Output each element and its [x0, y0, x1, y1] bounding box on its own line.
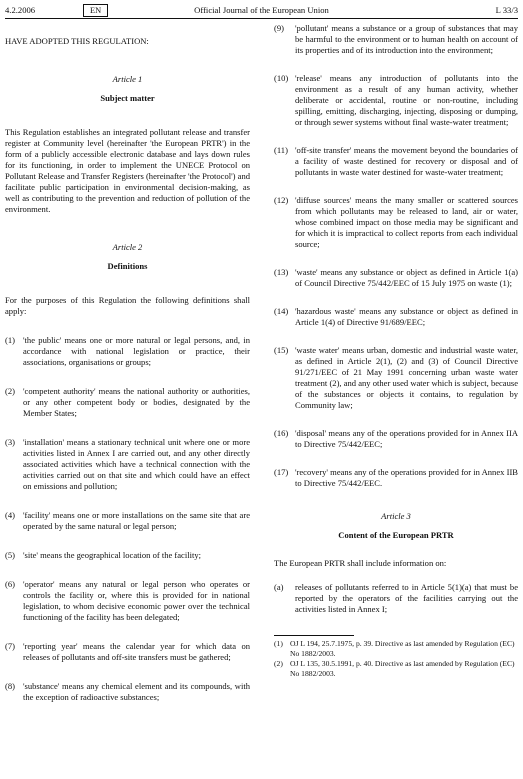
language-badge: EN: [83, 4, 108, 17]
header-rule: [5, 18, 518, 19]
definition-text: 'waste water' means urban, domestic and industrial waste water, as defined in Article 2(1), (2) and (3) of Council Directive 91/271/EEC of 21 May 1991 concerning urban waste water treatment (2), and any other used water which is subject, because of the substances or objects it contains, to regulation by Community law;: [295, 345, 518, 410]
footnote-text: OJ L 135, 30.5.1991, p. 40. Directive as last amended by Regulation (EC) No 1882/2003.: [290, 659, 515, 678]
definition-item: [274, 428, 518, 450]
definition-item: [5, 510, 250, 532]
header-date: 4.2.2006: [5, 5, 36, 15]
definition-item: [274, 145, 518, 178]
definition-text: 'facility' means one or more installations on the same site that are operated by the same natural or legal person;: [23, 510, 250, 531]
definition-item: [5, 437, 250, 492]
definition-text: 'off-site transfer' means the movement beyond the boundaries of a facility of waste destined for recovery or disposal and of pollutants in waste water destined for waste-water treatment;: [295, 145, 518, 177]
definition-text: 'operator' means any natural or legal person who operates or controls the facility or, where this is provided for in national legislation, to whom decisive economic power over the technical functioning of the facility has been delegated;: [23, 579, 250, 622]
article-3-number: Article 3: [381, 511, 411, 521]
page-header: [5, 4, 518, 17]
definition-item: [5, 579, 250, 623]
definition-text: 'pollutant' means a substance or a group of substances that may be harmful to the environment or to human health on account of its properties and of its introduction into the environment;: [295, 23, 518, 55]
definition-number: (14): [274, 306, 289, 316]
definition-text: 'recovery' means any of the operations provided for in Annex IIB to Directive 75/442/EEC.: [295, 467, 518, 488]
definition-number: (17): [274, 467, 289, 477]
definition-item: [274, 345, 518, 411]
definition-text: 'waste' means any substance or object as defined in Article 1(a) of Council Directive 75/442/EEC of 15 July 1975 on waste (1);: [295, 267, 518, 288]
right-column: [274, 23, 518, 679]
definition-item: [5, 641, 250, 663]
definition-item: [274, 195, 518, 250]
footnote-mark: (2): [274, 659, 283, 668]
definition-number: (1): [5, 335, 15, 345]
footnote-rule: [274, 635, 354, 636]
adopted-line: HAVE ADOPTED THIS REGULATION:: [5, 36, 149, 46]
article-1-title: Subject matter: [100, 93, 155, 103]
footnote: [274, 639, 518, 659]
definition-number: (10): [274, 73, 289, 83]
definition-text: 'release' means any introduction of pollutants into the environment as a result of any human activity, whether deliberate or accidental, routine or non-routine, including spilling, emitting, discharging, injecting, disposing or dumping, or through sewer systems without final waste-water treatment;: [295, 73, 518, 127]
article-3-intro: The European PRTR shall include information on:: [274, 558, 447, 568]
article-3-title: Content of the European PRTR: [338, 530, 454, 540]
article-2-title: Definitions: [107, 261, 148, 271]
article-2-number: Article 2: [112, 242, 143, 252]
definition-text: 'substance' means any chemical element and its compounds, with the exception of radioactive substances;: [23, 681, 250, 702]
definition-number: (11): [274, 145, 288, 155]
footnotes: [274, 635, 518, 679]
definition-text: 'the public' means one or more natural or legal persons, and, in accordance with national legislation or practice, their associations, organisations or groups;: [23, 335, 250, 367]
definition-number: (12): [274, 195, 289, 205]
article-1-number: Article 1: [112, 74, 143, 84]
footnote-text: OJ L 194, 25.7.1975, p. 39. Directive as last amended by Regulation (EC) No 1882/2003.: [290, 639, 515, 658]
definition-number: (3): [5, 437, 15, 447]
definition-item: [5, 681, 250, 703]
journal-title: Official Journal of the European Union: [194, 5, 329, 15]
footnote-mark: (1): [274, 639, 283, 648]
definition-number: (15): [274, 345, 289, 355]
article-3-item: [274, 582, 518, 615]
article-2-intro: For the purposes of this Regulation the following definitions shall apply:: [5, 295, 250, 316]
definition-text: 'installation' means a stationary technical unit where one or more activities listed in Annex I are carried out, and any other directly associated activities which have a technical connection with the activities carried out on that site and which could have an effect on emissions and pollution;: [23, 437, 250, 491]
article-1-text: This Regulation establishes an integrated pollutant release and transfer register at Community level (hereinafter 'the European PRTR') in the form of a publicly accessible electronic database and lays down rules for its functioning, in order to implement the UNECE Protocol on Pollutant Release and Transfer Registers (hereinafter 'the Protocol') and facilitate public participation in environmental decision-making, as well as contributing to the prevention and reduction of pollution of the environment.: [5, 127, 250, 214]
definition-item: [274, 267, 518, 289]
definition-number: (6): [5, 579, 15, 589]
footnote: [274, 659, 518, 679]
definition-text: 'diffuse sources' means the many smaller or scattered sources from which pollutants may be released to land, air or water, whose combined impact on those media may be significant and for which it is impractical to collect reports from each individual source;: [295, 195, 518, 249]
definition-number: (9): [274, 23, 284, 33]
definition-item: [274, 23, 518, 56]
definition-item: [274, 306, 518, 328]
definition-number: (7): [5, 641, 15, 651]
definition-text: 'disposal' means any of the operations provided for in Annex IIA to Directive 75/442/EEC;: [295, 428, 518, 449]
page-number: L 33/3: [495, 5, 518, 15]
definition-number: (8): [5, 681, 15, 691]
definition-number: (4): [5, 510, 15, 520]
definition-item: [274, 467, 518, 489]
definition-number: (13): [274, 267, 289, 277]
definition-item: [5, 335, 250, 368]
item-letter: (a): [274, 582, 284, 592]
definition-item: [5, 550, 250, 561]
item-text: releases of pollutants referred to in Article 5(1)(a) that must be reported by the operators of the facilities carrying out the activities listed in Annex I;: [295, 582, 518, 614]
definition-number: (2): [5, 386, 15, 396]
definition-number: (5): [5, 550, 15, 560]
definition-text: 'reporting year' means the calendar year for which data on releases of pollutants and off-site transfers must be gathered;: [23, 641, 250, 662]
definition-text: 'site' means the geographical location of the facility;: [23, 550, 201, 560]
definition-text: 'hazardous waste' means any substance or object as defined in Article 1(4) of Directive 91/689/EEC;: [295, 306, 518, 327]
definition-item: [274, 73, 518, 128]
definition-text: 'competent authority' means the national authority or authorities, or any other competent body or bodies, designated by the Member States;: [23, 386, 250, 418]
left-column: [5, 36, 250, 703]
definition-item: [5, 386, 250, 419]
definition-number: (16): [274, 428, 289, 438]
